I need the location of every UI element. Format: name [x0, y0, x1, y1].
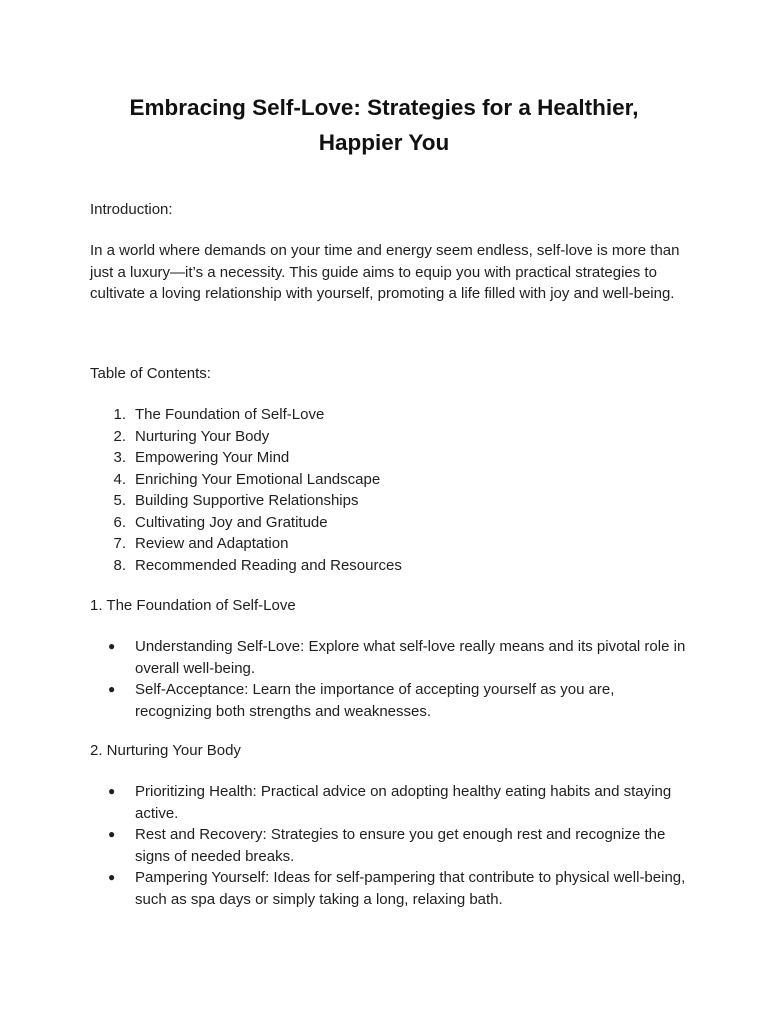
toc-item	[90, 490, 690, 512]
bullet-text: Self-Acceptance: Learn the importance of accepting yourself as you are, recognizing both strengths and weaknesses.	[135, 681, 615, 720]
toc-item-number: 2.	[113, 427, 126, 445]
bullet-text: Understanding Self-Love: Explore what self-love really means and its pivotal role in overall well-being.	[135, 638, 686, 677]
toc-item-label: Building Supportive Relationships	[135, 492, 359, 509]
toc-item	[90, 404, 690, 426]
toc-item	[90, 469, 690, 491]
toc-item-label: Recommended Reading and Resources	[135, 556, 402, 574]
toc-item-label: Enriching Your Emotional Landscape	[135, 470, 381, 488]
section-2-bullets	[90, 781, 690, 910]
bullet-item	[90, 679, 690, 722]
toc-item-label: Cultivating Joy and Gratitude	[135, 513, 328, 531]
bullet-text: Pampering Yourself: Ideas for self-pampering that contribute to physical well-being, such as spa days or simply taking a long, relaxing bath.	[135, 869, 686, 908]
toc-item	[90, 555, 690, 577]
toc-item-number: 5.	[113, 492, 126, 509]
bullet-item	[90, 824, 690, 867]
bullet-item	[90, 636, 690, 679]
toc-item-number: 1.	[113, 406, 126, 423]
section-heading: 2. Nurturing Your Body	[90, 742, 241, 759]
toc-item-label: Review and Adaptation	[135, 535, 289, 552]
bullet-dot-icon: ●	[108, 870, 116, 884]
bullet-text: Rest and Recovery: Strategies to ensure you get enough rest and recognize the signs of needed breaks.	[135, 826, 666, 865]
section-1-bullets	[90, 636, 690, 722]
toc-item	[90, 426, 690, 448]
bullet-dot-icon: ●	[108, 639, 116, 653]
toc-item-label: The Foundation of Self-Love	[135, 406, 325, 423]
toc-item	[90, 512, 690, 534]
toc-item-number: 4.	[113, 470, 126, 488]
intro-paragraph: In a world where demands on your time and energy seem endless, self-love is more than just a luxury—it’s a necessity. This guide aims to equip you with practical strategies to cultivate a loving relationship with yourself, promoting a life filled with joy and well-being.	[90, 242, 680, 302]
bullet-item	[90, 781, 690, 824]
table-of-contents	[90, 404, 690, 576]
bullet-dot-icon: ●	[108, 784, 116, 798]
toc-item-label: Nurturing Your Body	[135, 427, 270, 445]
document-title: Embracing Self-Love: Strategies for a Healthier, Happier You	[129, 95, 639, 155]
toc-item-number: 6.	[113, 513, 126, 531]
toc-item-number: 3.	[113, 449, 126, 466]
toc-item-label: Empowering Your Mind	[135, 449, 290, 466]
intro-label: Introduction:	[90, 201, 173, 218]
toc-item	[90, 447, 690, 469]
toc-item-number: 7.	[113, 535, 126, 552]
bullet-item	[90, 867, 690, 910]
toc-item-number: 8.	[113, 556, 126, 574]
toc-item	[90, 533, 690, 555]
bullet-dot-icon: ●	[108, 682, 116, 696]
toc-label: Table of Contents:	[90, 365, 211, 382]
section-heading: 1. The Foundation of Self-Love	[90, 597, 296, 614]
bullet-dot-icon: ●	[108, 827, 116, 841]
bullet-text: Prioritizing Health: Practical advice on adopting healthy eating habits and staying active.	[135, 783, 672, 822]
